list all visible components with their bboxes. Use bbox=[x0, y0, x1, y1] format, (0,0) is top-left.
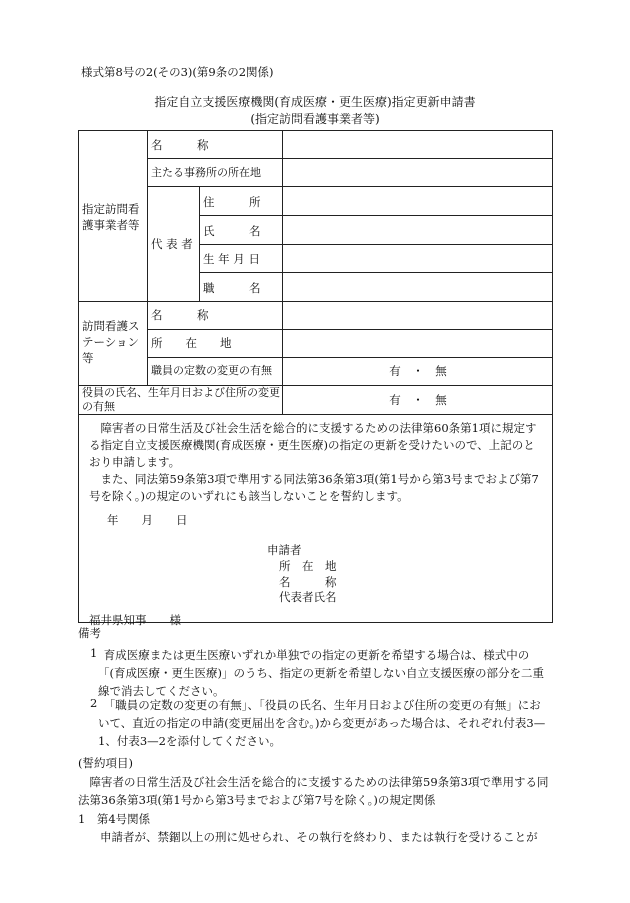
declaration-paragraph-2: また、同法第59条第3項で準用する同法第36条第3項(第1号から第3号までおよび第7号を除く。)の規定のいずれにも該当しないことを誓約します。 bbox=[89, 472, 539, 503]
office-location-field[interactable] bbox=[285, 161, 551, 185]
rep-name-field[interactable] bbox=[285, 218, 551, 242]
note-2-number: 2 bbox=[90, 696, 98, 710]
staff-change-option[interactable]: 有 ・ 無 bbox=[389, 364, 447, 378]
pledge-heading: (誓約項目) bbox=[78, 756, 133, 770]
staff-change-label: 職員の定数の変更の有無 bbox=[151, 364, 272, 377]
rep-address-field[interactable] bbox=[285, 189, 551, 213]
station-location-field[interactable] bbox=[285, 332, 551, 356]
applicant-label: 申請者 bbox=[267, 543, 302, 557]
addressee: 福井県知事 様 bbox=[89, 613, 181, 627]
rep-title-label: 職 名 bbox=[203, 281, 261, 295]
notes-heading: 備考 bbox=[78, 626, 101, 640]
rep-title-field[interactable] bbox=[285, 275, 551, 299]
declaration-paragraph-1: 障害者の日常生活及び社会生活を総合的に支援するための法律第60条第1項に規定する指定自立支援医療機関(育成医療・更生医療)の指定の更新を受けたいので、上記のとおり申請します。 bbox=[89, 421, 537, 469]
page-subtitle: (指定訪問看護事業者等) bbox=[250, 112, 380, 126]
station-name-label: 名 称 bbox=[151, 308, 209, 322]
form-number: 様式第8号の2(その3)(第9条の2関係) bbox=[81, 65, 274, 79]
rep-address-label: 住 所 bbox=[203, 195, 261, 209]
pledge-item-1-text: 申請者が、禁錮以上の刑に処せられ、その執行を終わり、または執行を受けることが bbox=[100, 830, 538, 844]
applicant-name-label: 名 称 bbox=[279, 575, 337, 589]
pledge-intro: 障害者の日常生活及び社会生活を総合的に支援するための法律第59条第3項で準用する同法第36条第3項(第1号から第3号までおよび第7号を除く。)の規定関係 bbox=[78, 775, 549, 807]
office-location-label: 主たる事務所の所在地 bbox=[151, 166, 261, 179]
pledge-item-1: 1 第4号関係 bbox=[78, 812, 151, 826]
note-2: 「職員の定数の変更の有無」、「役員の氏名、生年月日および住所の変更の有無」において、直近の指定の申請(変更届出を含む。)から変更があった場合は、それぞれ付表3—1、付表3—2を添付してください。 bbox=[98, 698, 546, 748]
name-label: 名 称 bbox=[151, 138, 209, 152]
officer-change-option[interactable]: 有 ・ 無 bbox=[389, 393, 447, 407]
group-label-provider: 指定訪問看護事業者等 bbox=[82, 202, 140, 232]
officer-change-label: 役員の氏名、生年月日および住所の変更の有無 bbox=[82, 386, 280, 413]
station-location-label: 所 在 地 bbox=[151, 336, 232, 350]
applicant-location-label: 所 在 地 bbox=[279, 559, 337, 573]
provider-name-field[interactable] bbox=[285, 133, 551, 157]
rep-name-label: 氏 名 bbox=[203, 224, 261, 238]
applicant-rep-label: 代表者氏名 bbox=[279, 590, 337, 604]
note-1: 育成医療または更生医療いずれか単独での指定の更新を希望する場合は、様式中の「(育成医療・更生医療)」のうち、指定の更新を希望しない自立支援医療の部分を二重線で消去してください。 bbox=[98, 648, 544, 698]
representative-label: 代 表 者 bbox=[151, 237, 193, 251]
note-1-number: 1 bbox=[90, 646, 98, 660]
rep-birthdate-field[interactable] bbox=[285, 247, 551, 271]
group-label-station: 訪問看護ステーション等 bbox=[82, 319, 140, 365]
station-name-field[interactable] bbox=[285, 304, 551, 328]
application-date[interactable]: 年 月 日 bbox=[107, 513, 188, 527]
rep-birthdate-label: 生 年 月 日 bbox=[203, 252, 260, 266]
application-table bbox=[78, 130, 553, 627]
page-title: 指定自立支援医療機関(育成医療・更生医療)指定更新申請書 bbox=[154, 95, 476, 109]
